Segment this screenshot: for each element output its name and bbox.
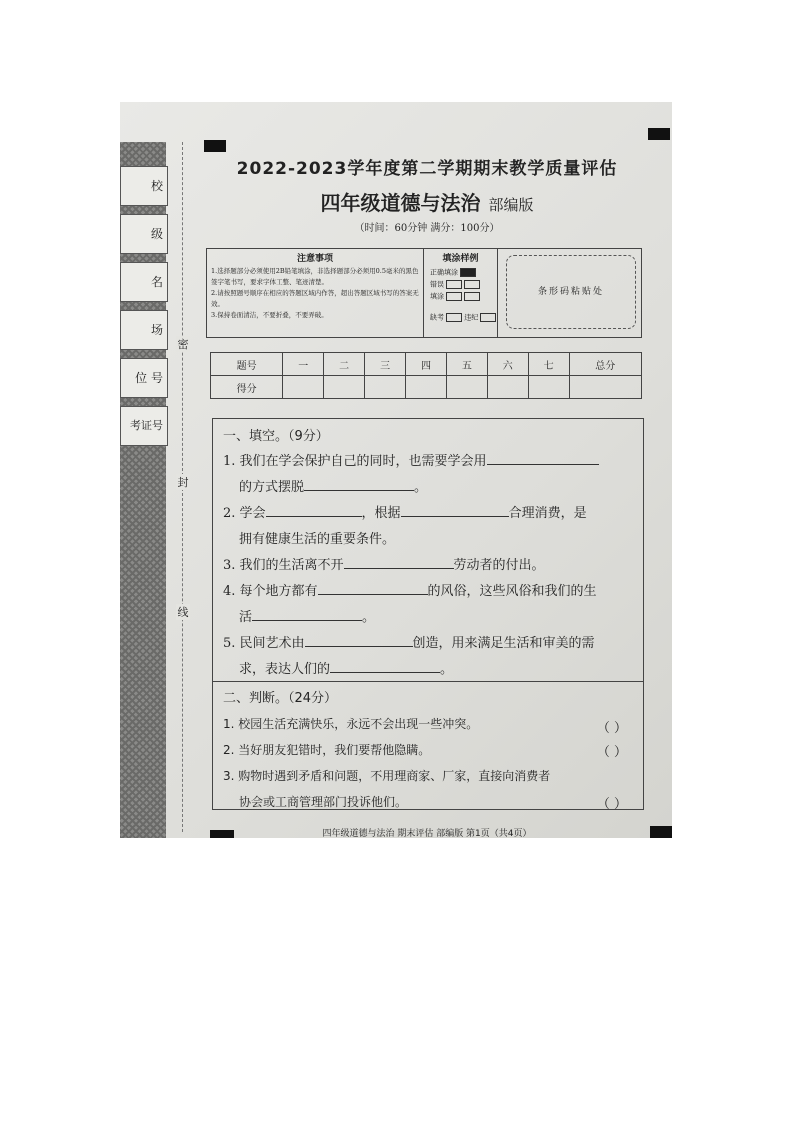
exam-photo — [120, 102, 672, 838]
score-col: 总分 — [569, 353, 641, 376]
section1-heading: 一、填空。（9分） — [223, 429, 329, 444]
score-col: 三 — [365, 353, 406, 376]
seal-char-xian: 线 — [177, 606, 189, 619]
label-seat: 位 号 — [120, 358, 168, 398]
barcode-placeholder: 条形码粘贴处 — [506, 255, 636, 329]
section2-heading: 二、判断。（24分） — [223, 691, 338, 706]
judge-question-2: 2. 当好朋友犯错时，我们要帮他隐瞒。 — [223, 743, 431, 757]
cross-box-icon — [464, 280, 480, 289]
exam-title: 2022-2023学年度第二学期期末教学质量评估 — [236, 159, 618, 179]
label-school: 校 — [120, 166, 168, 206]
answer-parens[interactable]: （ ） — [596, 745, 627, 760]
notice-item: 2.请按照题号顺序在相应的答题区域内作答，超出答题区域书写的答案无效。 — [211, 289, 419, 308]
score-col: 一 — [283, 353, 324, 376]
barcode-area — [498, 248, 642, 338]
answer-blank[interactable] — [304, 476, 414, 491]
score-cell[interactable] — [365, 376, 406, 399]
section-divider — [213, 681, 643, 682]
score-row-label: 得分 — [211, 376, 283, 399]
label-room: 场 — [120, 310, 168, 350]
score-col: 二 — [324, 353, 365, 376]
fill-question-4: 4. 每个地方都有 的风俗，这些风俗和我们的生 活 。 — [223, 579, 637, 631]
fill-question-5: 5. 民间艺术由 创造，用来满足生活和审美的需 求，表达人们的 。 — [223, 631, 637, 683]
exam-subtitle — [202, 187, 652, 216]
score-col: 七 — [528, 353, 569, 376]
score-table — [210, 352, 642, 399]
fill-sample-box — [424, 248, 498, 338]
score-cell[interactable] — [283, 376, 324, 399]
judge-question-1: 1. 校园生活充满快乐，永远不会出现一些冲突。 — [223, 717, 479, 731]
answer-blank[interactable] — [344, 554, 454, 569]
score-value-row — [211, 376, 642, 399]
score-cell[interactable] — [487, 376, 528, 399]
corner-mark — [648, 128, 670, 140]
score-cell[interactable] — [406, 376, 447, 399]
seal-char-feng: 封 — [177, 476, 189, 489]
sample-correct: 正确填涂 — [430, 268, 497, 277]
fill-question-1: 1. 我们在学会保护自己的同时，也需要学会用 的方式摆脱 。 — [223, 449, 637, 501]
seal-char-mi: 密 — [177, 338, 189, 351]
circle-box-icon — [464, 292, 480, 301]
score-cell[interactable] — [324, 376, 365, 399]
fill-question-2: 2. 学会 ，根据 合理消费，是 拥有健康生活的重要条件。 — [223, 501, 637, 553]
notice-item: 3.保持卷面清洁，不要折叠，不要弄破。 — [211, 311, 328, 319]
check-box-icon — [446, 280, 462, 289]
page-footer: 四年级道德与法治 期末评估 部编版 第1页（共4页） — [322, 829, 532, 838]
score-header-row — [211, 353, 642, 376]
answer-blank[interactable] — [305, 632, 413, 647]
violation-box[interactable] — [480, 313, 496, 322]
score-cell[interactable] — [528, 376, 569, 399]
corner-mark — [204, 140, 226, 152]
notice-heading: 注意事项 — [296, 254, 333, 264]
sample-wrong: 填涂 — [430, 292, 497, 301]
time-info: （时间：60分钟 满分：100分） — [354, 223, 500, 234]
corner-mark — [650, 826, 672, 838]
label-class: 级 — [120, 214, 168, 254]
notice-item: 1.选择题部分必须使用2B铅笔填涂，非选择题部分必须用0.5毫米的黑色签字笔书写，要求字体工整、笔迹清楚。 — [211, 267, 419, 286]
sample-heading: 填涂样例 — [442, 254, 479, 264]
sample-absent: 缺考 违纪 — [430, 313, 497, 322]
answer-blank[interactable] — [318, 580, 428, 595]
answer-blank[interactable] — [401, 502, 509, 517]
score-col: 六 — [487, 353, 528, 376]
absent-box[interactable] — [446, 313, 462, 322]
edition-label: 部编版 — [488, 196, 534, 214]
answer-blank[interactable] — [487, 450, 599, 465]
label-exam-id: 考证号 — [120, 406, 168, 446]
fill-question-3: 3. 我们的生活离不开 劳动者的付出。 — [223, 553, 637, 579]
score-cell[interactable] — [446, 376, 487, 399]
score-row-label: 题号 — [211, 353, 283, 376]
answer-blank[interactable] — [330, 658, 440, 673]
label-name: 名 — [120, 262, 168, 302]
answer-parens[interactable]: （ ） — [596, 797, 627, 812]
answer-blank[interactable] — [252, 606, 362, 621]
sample-wrong: 错误 — [430, 280, 497, 289]
questions-area — [212, 418, 644, 810]
score-cell[interactable] — [569, 376, 641, 399]
dot-box-icon — [446, 292, 462, 301]
answer-blank[interactable] — [266, 502, 362, 517]
score-col: 四 — [406, 353, 447, 376]
notice-box — [206, 248, 424, 338]
filled-box-icon — [460, 268, 476, 277]
answer-parens[interactable]: （ ） — [596, 721, 627, 736]
subject-title: 四年级道德与法治 — [320, 191, 481, 215]
judge-question-3: 3. 购物时遇到矛盾和问题，不用理商家、厂家，直接向消费者 协会或工商管理部门投诉他们。 — [223, 769, 551, 809]
score-col: 五 — [446, 353, 487, 376]
